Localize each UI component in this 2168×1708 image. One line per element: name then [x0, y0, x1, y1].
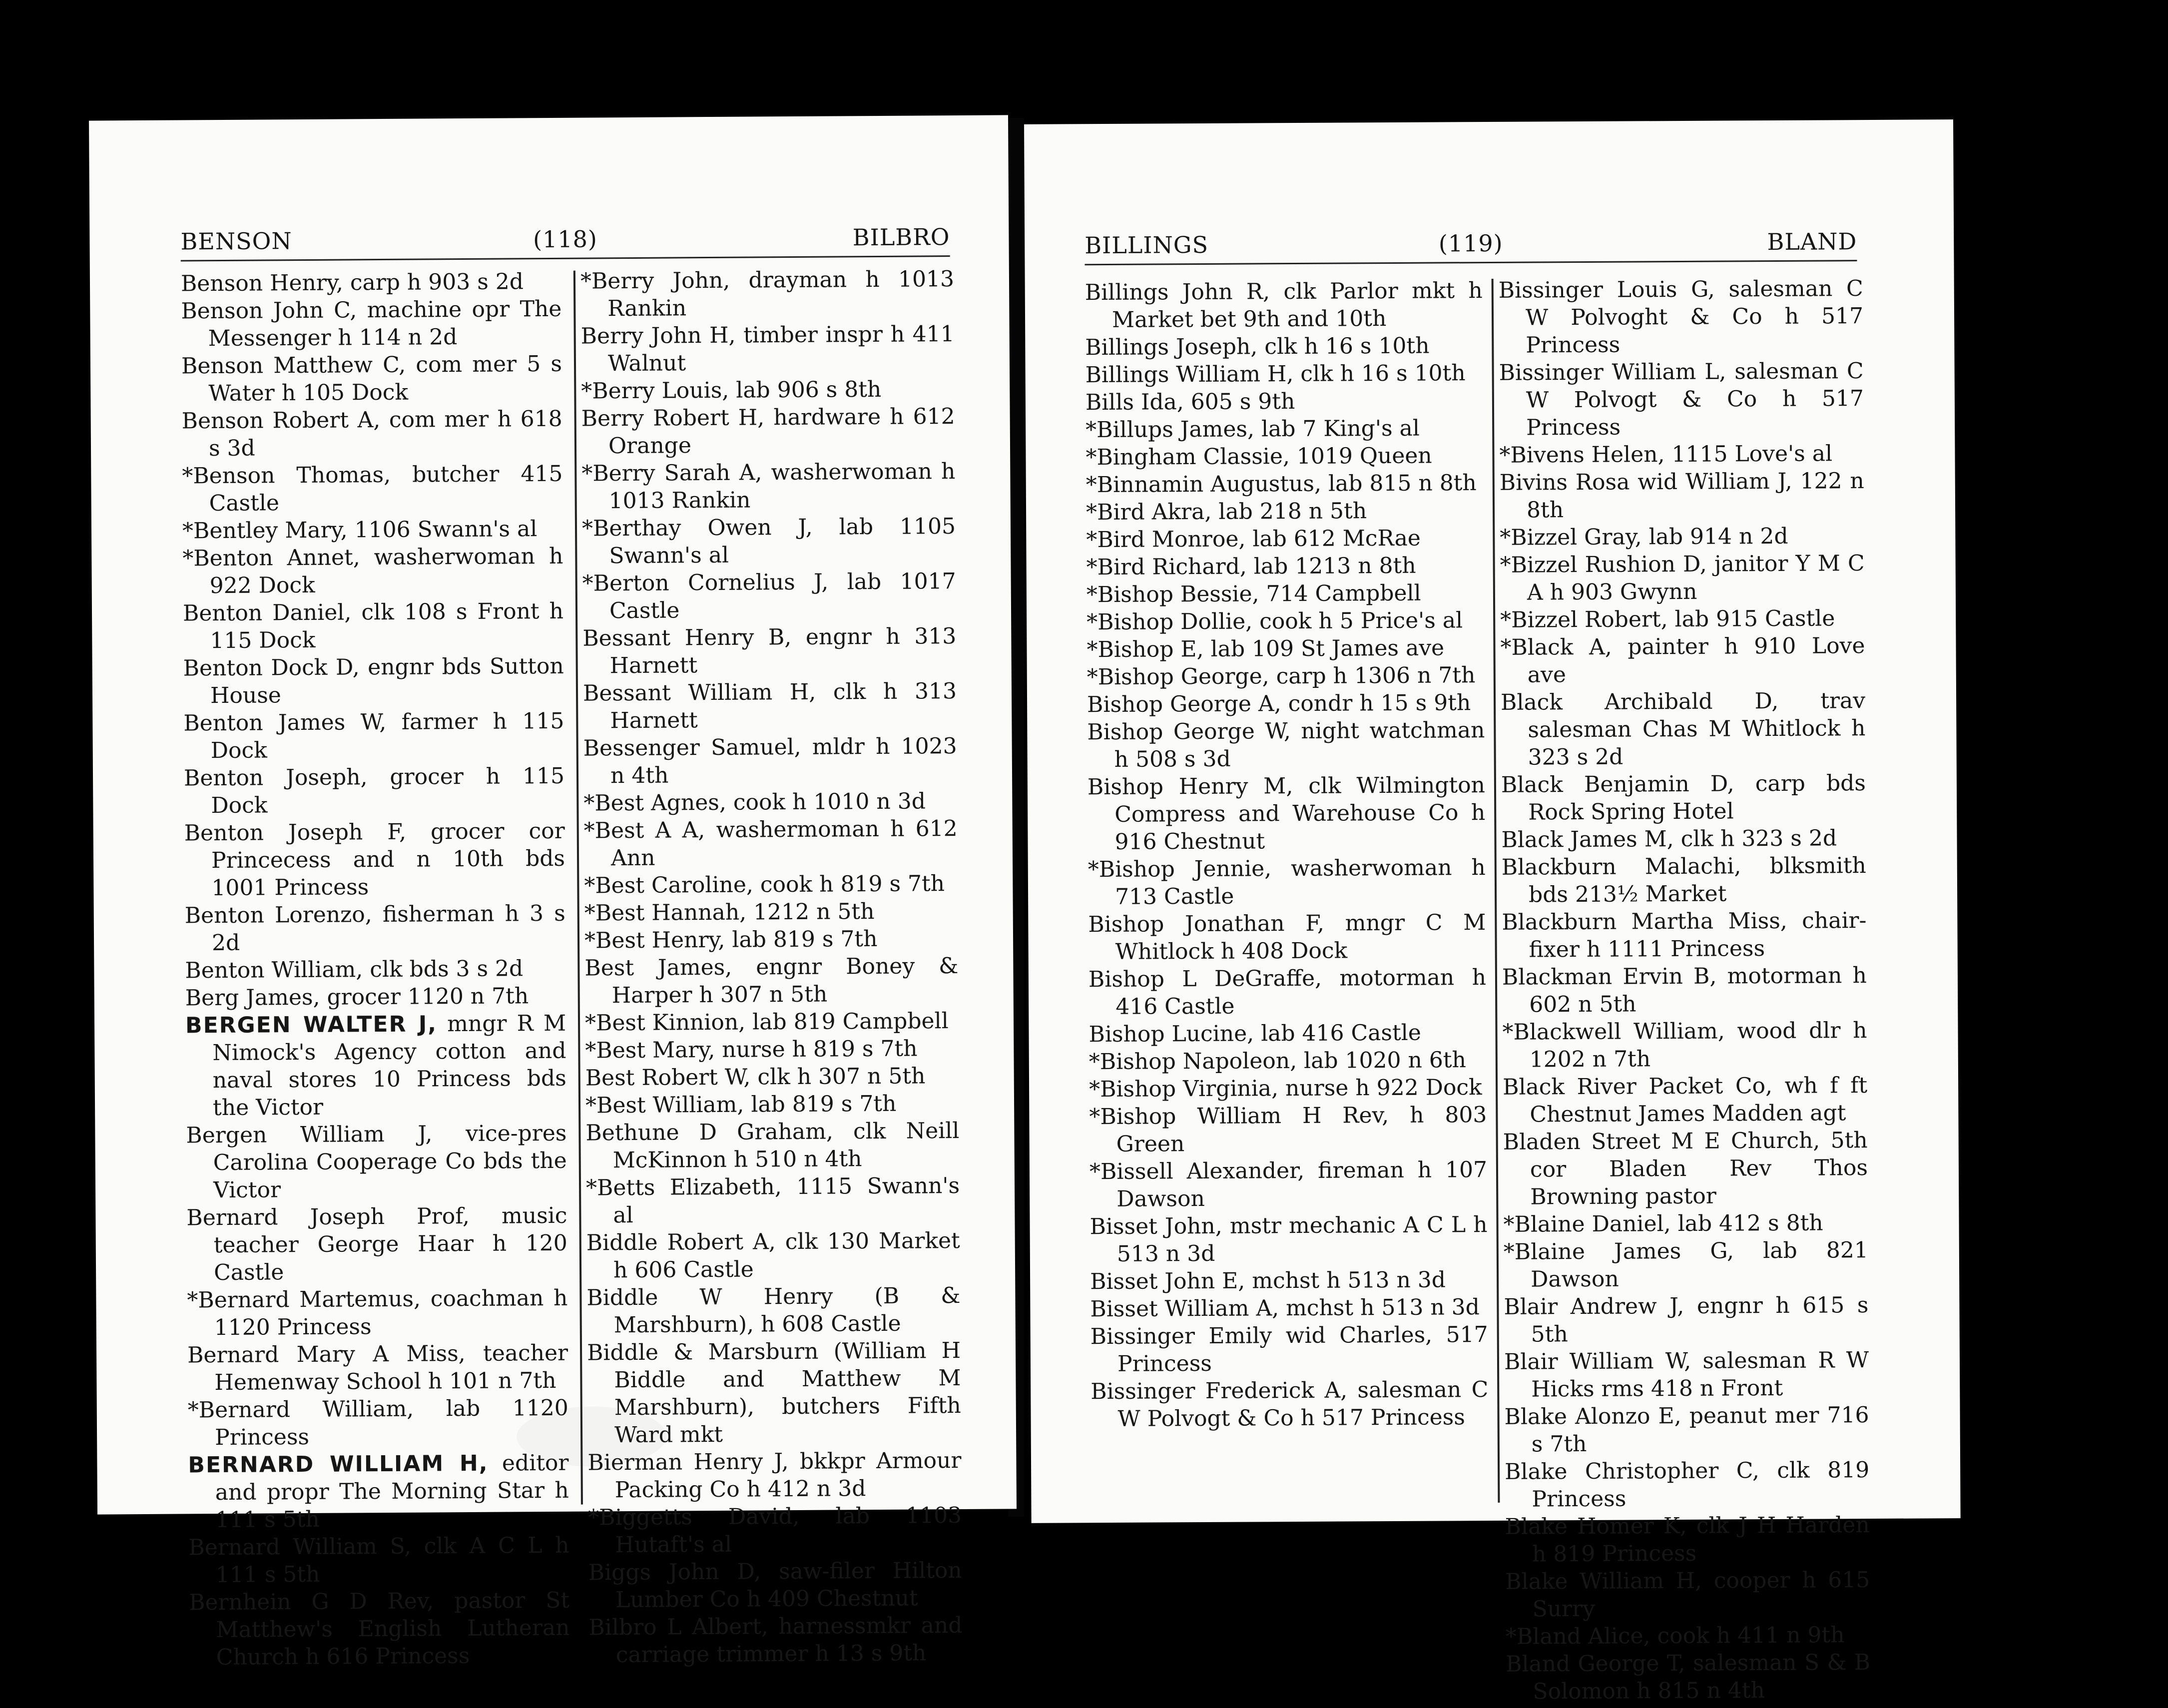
directory-entry: Biddle W Henry (B & Marshburn), h 608 Castle [586, 1283, 961, 1338]
directory-entry: *Bland Alice, cook h 411 n 9th [1505, 1622, 1845, 1650]
directory-entry: Black Benjamin D, carp bds Rock Spring Hotel [1501, 770, 1866, 825]
directory-entry: *Best William, lab 819 s 7th [585, 1091, 897, 1119]
running-head-right: BILBRO [852, 223, 950, 251]
directory-entry: Best Robert W, clk h 307 n 5th [585, 1063, 926, 1091]
directory-entry: Bernard William S, clk A C L h 111 s 5th [188, 1532, 569, 1588]
running-head-left: BILLINGS [1084, 231, 1209, 259]
entry-name-bold: BERNARD WILLIAM H, [188, 1450, 489, 1478]
directory-entry: Bissinger Louis G, salesman C W Polvoght & Co h 517 Princess [1498, 276, 1864, 358]
directory-entry: Bisset John, mstr mechanic A C L h 513 n 3d [1089, 1212, 1488, 1267]
directory-entry: Bessenger Samuel, mldr h 1023 n 4th [583, 733, 957, 789]
entry-text: editor and propr The Morning Star h 111 s 5th [215, 1450, 569, 1533]
directory-entry: Biggs John D, saw-filer Hilton Lumber Co h 409 Chestnut [588, 1557, 962, 1613]
directory-entry: Bivins Rosa wid William J, 122 n 8th [1499, 468, 1864, 523]
directory-entry: Black James M, clk h 323 s 2d [1501, 825, 1837, 853]
head-rule [1084, 260, 1857, 265]
right-page [1024, 119, 1961, 1705]
directory-entry: *Bird Richard, lab 1213 n 8th [1086, 553, 1416, 580]
directory-entry: *Bishop Napoleon, lab 1020 n 6th [1088, 1047, 1466, 1075]
directory-entry: *Berton Cornelius J, lab 1017 Castle [582, 569, 956, 624]
directory-entry: Benton James W, farmer h 115 Dock [183, 708, 564, 764]
directory-entry: Blackman Ervin B, motorman h 602 n 5th [1502, 963, 1867, 1018]
directory-entry: Biddle & Marsburn (William H Biddle and Matthew M Marshburn), butchers Fifth Ward mkt [586, 1338, 961, 1448]
directory-entry [188, 1449, 569, 1534]
directory-entry: Bernard Mary A Miss, teacher Hemenway School h 101 n 7th [187, 1340, 568, 1396]
directory-entry: Berg James, grocer 1120 n 7th [185, 983, 529, 1011]
directory-entry: *Best Agnes, cook h 1010 n 3d [583, 788, 926, 816]
directory-entry: *Bivens Helen, 1115 Love's al [1499, 441, 1833, 468]
directory-entry: Blake Christopher C, clk 819 Princess [1505, 1457, 1870, 1512]
directory-entry: *Best Caroline, cook h 819 s 7th [584, 871, 945, 899]
directory-entry: Blair William W, salesman R W Hicks rms 418 n Front [1504, 1347, 1869, 1402]
directory-entry: Bissinger Frederick A, salesman C W Polvogt & Co h 517 Princess [1090, 1377, 1489, 1432]
directory-entry: Benson Henry, carp h 903 s 2d [180, 269, 524, 297]
directory-entry: *Bishop Virginia, nurse h 922 Dock [1088, 1075, 1482, 1103]
directory-entry: *Bishop William H Rev, h 803 Green [1089, 1102, 1487, 1157]
directory-entry: Bishop George W, night watchman h 508 s 3d [1087, 717, 1485, 772]
directory-entry: Benton Joseph, grocer h 115 Dock [183, 763, 565, 819]
directory-column-2 [1499, 275, 1871, 1706]
directory-entry: Benton Joseph F, grocer cor Princecess and n 10th bds 1001 Princess [184, 818, 565, 901]
directory-entry: Bishop Lucine, lab 416 Castle [1088, 1020, 1421, 1048]
directory-entry: Blair Andrew J, engnr h 615 s 5th [1504, 1292, 1869, 1347]
directory-entry: *Bentley Mary, 1106 Swann's al [182, 516, 538, 544]
directory-entry: Blake Alonzo E, peanut mer 716 s 7th [1504, 1402, 1869, 1457]
directory-entry: Black River Packet Co, wh f ft Chestnut James Madden agt [1502, 1073, 1868, 1128]
directory-entry: Bisset William A, mchst h 513 n 3d [1090, 1294, 1480, 1322]
directory-entry: Bilbro L Albert, harnessmkr and carriage trimmer h 13 s 9th [588, 1612, 963, 1668]
directory-entry: Black Archibald D, trav salesman Chas M Whitlock h 323 s 2d [1500, 688, 1866, 770]
page-number: (118) [533, 225, 597, 253]
page-number: (119) [1438, 229, 1503, 257]
directory-column-2 [580, 265, 963, 1669]
directory-entry: Blackburn Malachi, blksmith bds 213½ Market [1501, 853, 1866, 908]
directory-entry: Best James, engnr Boney & Harper h 307 n 5th [584, 953, 959, 1009]
directory-entry: *Bizzel Gray, lab 914 n 2d [1500, 523, 1788, 551]
directory-entry: Benton Dock D, engnr bds Sutton House [183, 653, 564, 709]
directory-entry: Blake Homer K, clk J H Harden h 819 Princess [1505, 1512, 1870, 1567]
head-rule [181, 255, 950, 261]
directory-entry: Biddle Robert A, clk 130 Market h 606 Castle [586, 1228, 960, 1283]
directory-entry: *Best Henry, lab 819 s 7th [584, 926, 878, 954]
running-head-left: BENSON [180, 227, 292, 255]
directory-entry: Bland George T, salesman S & B Solomon h 815 n 4th [1506, 1650, 1871, 1705]
directory-entry: *Blaine James G, lab 821 Dawson [1503, 1237, 1868, 1292]
running-head [180, 223, 950, 258]
directory-column-1 [181, 268, 570, 1672]
directory-entry: Bergen William J, vice-pres Carolina Cooperage Co bds the Victor [186, 1120, 567, 1203]
directory-entry: *Best Kinnion, lab 819 Campbell [584, 1008, 949, 1036]
directory-entry: *Benson Thomas, butcher 415 Castle [182, 461, 563, 517]
directory-entry: Bishop Henry M, clk Wilmington Compress and Warehouse Co h 916 Chestnut [1087, 772, 1486, 855]
directory-entry: *Black A, painter h 910 Love ave [1500, 633, 1865, 688]
directory-entry: *Bishop Bessie, 714 Campbell [1086, 580, 1421, 608]
directory-entry: Bisset John E, mchst h 513 n 3d [1090, 1267, 1446, 1295]
directory-entry: Benson Robert A, com mer h 618 s 3d [181, 406, 562, 462]
directory-entry: Berry Robert H, hardware h 612 Orange [581, 404, 955, 459]
directory-entry: Billings William H, clk h 16 s 10th [1085, 360, 1466, 388]
directory-entry: Bissinger William L, salesman C W Polvogt & Co h 517 Princess [1499, 358, 1864, 441]
directory-entry: Bishop Jonathan F, mngr C M Whitlock h 408 Dock [1088, 910, 1486, 965]
directory-entry: *Blackwell William, wood dlr h 1202 n 7th [1502, 1018, 1867, 1073]
directory-entry: Bissinger Emily wid Charles, 517 Princess [1090, 1322, 1488, 1377]
column-rule [1492, 279, 1500, 1503]
directory-entry: Blake William H, cooper h 615 Surry [1505, 1567, 1870, 1622]
directory-entry: *Bernard William, lab 1120 Princess [187, 1395, 568, 1451]
directory-entry: Billings Joseph, clk h 16 s 10th [1085, 333, 1430, 361]
directory-entry: Benton Daniel, clk 108 s Front h 115 Dock [182, 598, 564, 654]
directory-entry: *Binnamin Augustus, lab 815 n 8th [1085, 470, 1477, 498]
directory-entry: *Berry Sarah A, washerwoman h 1013 Rankin [581, 459, 956, 514]
directory-entry: Billings John R, clk Parlor mkt h Market bet 9th and 10th [1084, 278, 1483, 333]
directory-entry: *Bishop Dollie, cook h 5 Price's al [1086, 607, 1463, 635]
directory-entry: Bernard Joseph Prof, music teacher George Haar h 120 Castle [186, 1202, 567, 1286]
directory-entry: *Benton Annet, washerwoman h 922 Dock [182, 543, 563, 599]
directory-entry: *Berthay Owen J, lab 1105 Swann's al [581, 514, 956, 569]
directory-entry: *Berry John, drayman h 1013 Rankin [580, 266, 955, 322]
directory-entry: Bierman Henry J, bkkpr Armour Packing Co h 412 n 3d [587, 1448, 962, 1503]
directory-entry: Bessant Henry B, engnr h 313 Harnett [582, 623, 957, 679]
directory-entry: Bessant William H, clk h 313 Harnett [582, 678, 957, 734]
directory-entry: *Betts Elizabeth, 1115 Swann's al [585, 1173, 960, 1228]
directory-entry: *Bingham Classie, 1019 Queen [1085, 443, 1432, 471]
directory-entry: Bishop L DeGraffe, motorman h 416 Castle [1088, 965, 1487, 1020]
directory-entry: *Billups James, lab 7 King's al [1085, 415, 1420, 443]
directory-entry: Bishop George A, condr h 15 s 9th [1086, 690, 1471, 718]
directory-entry: Bladen Street M E Church, 5th cor Bladen Rev Thos Browning pastor [1503, 1128, 1868, 1210]
directory-entry: *Bizzel Robert, lab 915 Castle [1500, 605, 1835, 633]
directory-entry: Benton Lorenzo, fisherman h 3 s 2d [184, 900, 565, 956]
directory-entry: *Bird Monroe, lab 612 McRae [1086, 525, 1421, 553]
directory-entry: *Best Mary, nurse h 819 s 7th [585, 1036, 918, 1064]
running-head-right: BLAND [1767, 228, 1857, 256]
directory-entry: *Bird Akra, lab 218 n 5th [1085, 498, 1367, 526]
directory-entry: Bills Ida, 605 s 9th [1085, 389, 1295, 416]
directory-entry: Benson John C, machine opr The Messenger h 114 n 2d [181, 296, 562, 352]
directory-entry: *Bishop Jennie, washerwoman h 713 Castle [1087, 855, 1486, 910]
directory-entry: *Bissell Alexander, fireman h 107 Dawson [1089, 1157, 1488, 1212]
directory-entry: *Best Hannah, 1212 n 5th [584, 899, 875, 926]
directory-entry: Benson Matthew C, com mer 5 s Water h 105 Dock [181, 351, 562, 407]
directory-entry: Bethune D Graham, clk Neill McKinnon h 510 n 4th [585, 1118, 960, 1173]
directory-entry: *Biggetts David, lab 1103 Hutaft's al [587, 1503, 962, 1558]
directory-entry: *Blaine Daniel, lab 412 s 8th [1503, 1210, 1823, 1237]
directory-entry: *Bishop E, lab 109 St James ave [1086, 635, 1445, 663]
directory-entry: Benton William, clk bds 3 s 2d [185, 956, 524, 984]
directory-entry: Bernhein G D Rev, pastor St Matthew's English Lutheran Church h 616 Princess [188, 1587, 570, 1671]
directory-column-1 [1085, 277, 1489, 1433]
directory-entry: *Best A A, washermoman h 612 Ann [583, 816, 958, 871]
directory-entry: Berry John H, timber inspr h 411 Walnut [580, 321, 955, 377]
directory-entry: *Berry Louis, lab 906 s 8th [581, 376, 882, 404]
entry-name-bold: BERGEN WALTER J, [185, 1011, 438, 1039]
running-head [1084, 228, 1857, 262]
directory-entry: Blackburn Martha Miss, chair-fixer h 1111 Princess [1502, 908, 1867, 963]
directory-entry: *Bernard Martemus, coachman h 1120 Princess [187, 1285, 568, 1341]
directory-entry [185, 1010, 566, 1122]
directory-entry: *Bishop George, carp h 1306 n 7th [1086, 662, 1476, 690]
directory-entry: *Bizzel Rushion D, janitor Y M C A h 903 Gwynn [1500, 551, 1865, 605]
entry-text: mngr R M Nimock's Agency cotton and naval stores 10 Princess bds the Victor [212, 1010, 566, 1121]
left-page [89, 115, 1017, 1671]
